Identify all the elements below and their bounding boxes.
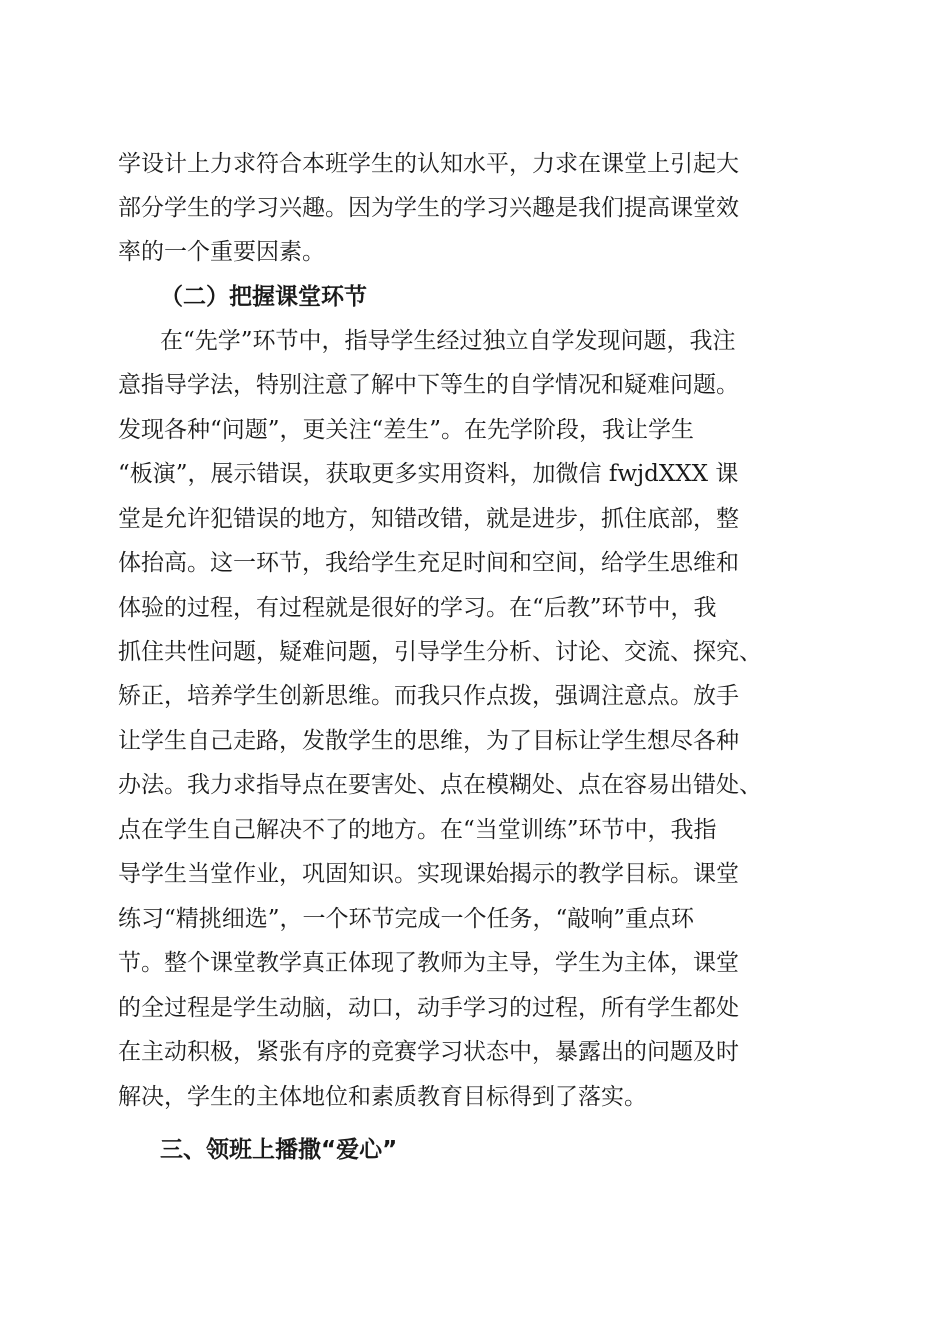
paragraph-line: 在主动积极，紧张有序的竞赛学习状态中，暴露出的问题及时 [118, 1039, 739, 1065]
paragraph-line: 堂是允许犯错误的地方，知错改错，就是进步，抓住底部，整 [118, 506, 739, 532]
paragraph-line: 意指导学法，特别注意了解中下等生的自学情况和疑难问题。 [118, 372, 739, 398]
section-heading: （二）把握课堂环节 [160, 284, 367, 310]
paragraph-line: 抓住共性问题，疑难问题，引导学生分析、讨论、交流、探究、 [118, 639, 762, 665]
paragraph-line: 节。整个课堂教学真正体现了教师为主导，学生为主体，课堂 [118, 950, 739, 976]
paragraph-line: 在“先学”环节中，指导学生经过独立自学发现问题，我注 [160, 328, 736, 354]
paragraph-line: 发现各种“问题”，更关注“差生”。在先学阶段，我让学生 [118, 417, 695, 443]
paragraph-line: 导学生当堂作业，巩固知识。实现课始揭示的教学目标。课堂 [118, 861, 739, 887]
paragraph-line: 学设计上力求符合本班学生的认知水平，力求在课堂上引起大 [118, 151, 739, 177]
paragraph-line: 体验的过程，有过程就是很好的学习。在“后教”环节中，我 [118, 595, 717, 621]
paragraph-line: 体抬高。这一环节，我给学生充足时间和空间，给学生思维和 [118, 550, 739, 576]
paragraph-line: 的全过程是学生动脑，动口，动手学习的过程，所有学生都处 [118, 995, 739, 1021]
paragraph-line: 点在学生自己解决不了的地方。在“当堂训练”环节中，我指 [118, 817, 717, 843]
paragraph-line: 练习“精挑细选”，一个环节完成一个任务，“敲响”重点环 [118, 906, 695, 932]
paragraph-line: “板演”，展示错误，获取更多实用资料，加微信 fwjdXXX 课 [118, 461, 739, 487]
paragraph-line: 率的一个重要因素。 [118, 239, 325, 265]
paragraph-line: 让学生自己走路，发散学生的思维，为了目标让学生想尽各种 [118, 728, 739, 754]
paragraph-line: 部分学生的学习兴趣。因为学生的学习兴趣是我们提高课堂效 [118, 195, 739, 221]
paragraph-line: 矫正，培养学生创新思维。而我只作点拨，强调注意点。放手 [118, 683, 739, 709]
chapter-heading: 三、领班上播撒“爱心” [160, 1137, 398, 1163]
paragraph-line: 办法。我力求指导点在要害处、点在模糊处、点在容易出错处、 [118, 772, 762, 798]
paragraph-line: 解决，学生的主体地位和素质教育目标得到了落实。 [118, 1084, 647, 1110]
